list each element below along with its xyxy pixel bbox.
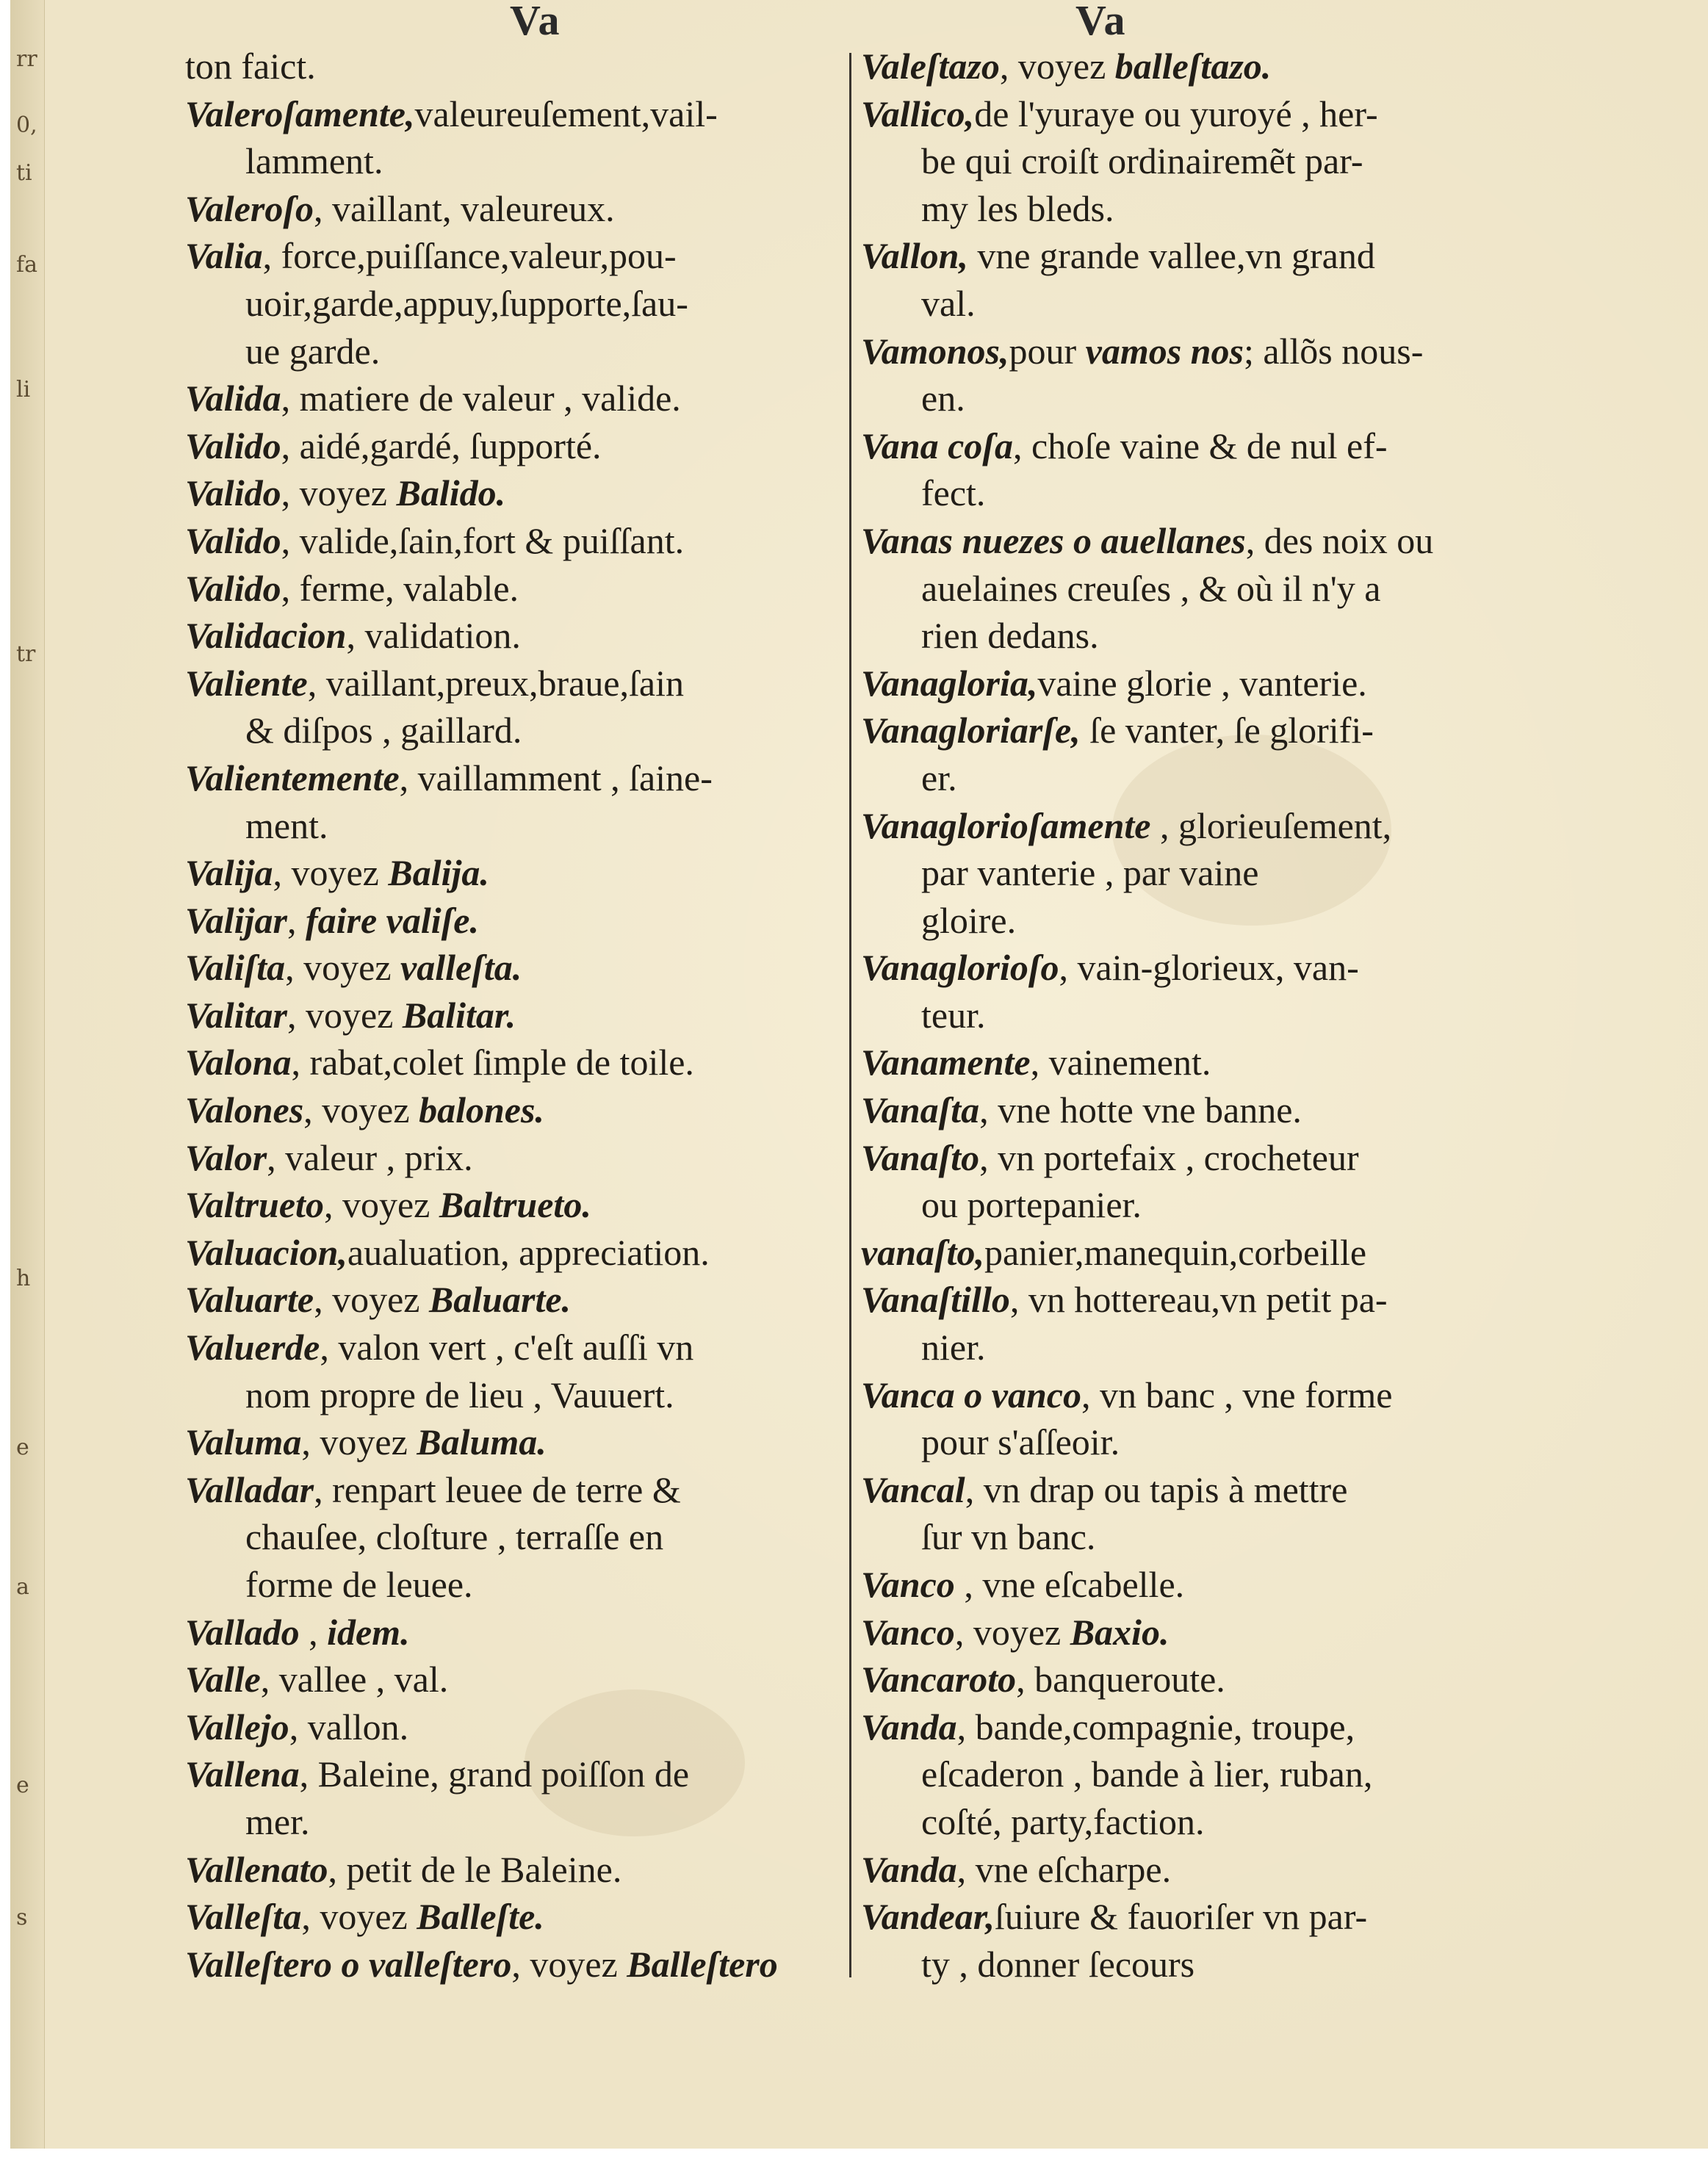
cross-reference: Baltrueto. <box>439 1184 591 1226</box>
headword: Valido <box>185 472 281 514</box>
definition-text: coſté, party,faction. <box>921 1800 1205 1842</box>
definition-text: , renpart leuee de terre & <box>314 1468 681 1510</box>
definition-text: mer. <box>245 1800 310 1842</box>
entry-continuation-line <box>185 707 839 754</box>
cross-reference: Baxio. <box>1070 1611 1170 1653</box>
definition-text: , vallon. <box>289 1706 409 1748</box>
definition-text: , voyez <box>511 1943 627 1985</box>
definition-text: , vn portefaix , crocheteur <box>979 1136 1359 1178</box>
dictionary-entry-line <box>185 1703 839 1751</box>
definition-text: auelaines creuſes , & où il n'y a <box>921 567 1381 609</box>
dictionary-entry-line <box>861 328 1507 375</box>
headword: Vandear, <box>861 1896 995 1938</box>
cross-reference: Balido. <box>396 472 506 514</box>
headword: Vancaroto <box>861 1659 1017 1700</box>
dictionary-entry-line <box>185 422 839 470</box>
dictionary-entry-line <box>861 1703 1507 1751</box>
dictionary-entry-line <box>185 1039 839 1086</box>
definition-text: , ferme, valable. <box>281 567 519 609</box>
dictionary-entry-line <box>185 185 839 233</box>
headword: Valleſtero o valleſtero <box>185 1943 512 1985</box>
cross-reference: Balija. <box>388 852 489 894</box>
headword: Vanaſta <box>861 1089 980 1131</box>
right-column <box>861 43 1507 1988</box>
headword: Valido <box>185 519 281 561</box>
dictionary-entry-line <box>185 1750 839 1798</box>
headword: Valiente <box>185 662 308 704</box>
definition-text: aualuation, appreciation. <box>347 1231 710 1273</box>
definition-text: nier. <box>921 1327 986 1368</box>
entry-continuation-line <box>185 1798 839 1846</box>
headword: Valido <box>185 425 281 466</box>
headword: Valijar <box>185 899 287 941</box>
dictionary-entry-line <box>185 90 839 138</box>
entry-continuation-line <box>861 992 1507 1039</box>
margin-mark: e <box>16 1435 29 1460</box>
definition-text: nom propre de lieu , Vauuert. <box>245 1374 674 1415</box>
dictionary-entry-line <box>185 1893 839 1941</box>
margin-mark: ti <box>16 160 32 186</box>
definition-text: , vaillant,preux,braue,ſain <box>307 662 684 704</box>
definition-text: , voyez <box>273 852 389 894</box>
entry-continuation-line <box>861 1941 1507 1988</box>
margin-mark: e <box>16 1772 29 1798</box>
definition-text: teur. <box>921 994 986 1036</box>
dictionary-entry-line <box>861 1561 1507 1609</box>
entry-continuation-line <box>185 137 839 185</box>
cross-reference: valleſta. <box>400 947 522 989</box>
entry-continuation-line <box>861 897 1507 945</box>
cross-reference: Baluarte. <box>428 1279 572 1321</box>
definition-text: ue garde. <box>245 330 381 372</box>
headword: Valitar <box>185 994 287 1036</box>
definition-text: , voyez <box>314 1279 429 1321</box>
dictionary-entry-line <box>861 517 1507 565</box>
dictionary-entry-line <box>861 1134 1507 1182</box>
cross-reference: vamos nos <box>1085 330 1244 372</box>
dictionary-entry-line <box>861 232 1507 280</box>
headword: Valones <box>185 1089 304 1131</box>
definition-text: panier,manequin,corbeille <box>984 1231 1367 1273</box>
definition-text: ſuiure & fauoriſer vn par- <box>995 1896 1368 1938</box>
definition-text: rien dedans. <box>921 615 1099 657</box>
margin-mark: s <box>16 1905 28 1930</box>
dictionary-entry-line <box>185 1656 839 1703</box>
definition-text: vaine glorie , vanterie. <box>1037 662 1367 704</box>
headword: Vanda <box>861 1848 957 1890</box>
dictionary-entry-line <box>861 1656 1507 1703</box>
definition-text: fect. <box>921 472 986 514</box>
definition-text: , voyez <box>323 1184 439 1226</box>
dictionary-entry-line <box>185 612 839 660</box>
dictionary-entry-line <box>185 849 839 897</box>
entry-continuation-line <box>861 1418 1507 1466</box>
definition-text: ment. <box>245 804 328 846</box>
headword: Vanaſto <box>861 1136 980 1178</box>
definition-text: , aidé,gardé, ſupporté. <box>281 425 602 466</box>
cross-reference: faire valiſe. <box>305 899 479 941</box>
entry-continuation-line <box>861 280 1507 328</box>
headword: Valia <box>185 235 263 277</box>
headword: vanaſto, <box>861 1231 985 1273</box>
definition-text: , voyez <box>999 46 1115 87</box>
headword: Valuarte <box>185 1279 314 1321</box>
definition-text: , vn drap ou tapis à mettre <box>965 1468 1348 1510</box>
definition-text: , voyez <box>281 472 397 514</box>
headword: Vallenato <box>185 1848 328 1890</box>
definition-text: , glorieuſement, <box>1150 804 1392 846</box>
margin-mark: tr <box>16 641 36 667</box>
dictionary-entry-line <box>861 944 1507 992</box>
definition-text: , Baleine, grand poiſſon de <box>299 1753 690 1795</box>
headword: Vanaſtillo <box>861 1279 1010 1321</box>
definition-text: , force,puiſſance,valeur,pou- <box>262 235 677 277</box>
entry-continuation-line <box>861 1324 1507 1371</box>
column-rule <box>849 53 851 1977</box>
headword: Valuma <box>185 1421 302 1463</box>
dictionary-entry-line <box>185 565 839 613</box>
headword: Vanagloriarſe, <box>861 710 1081 751</box>
definition-text: , voyez <box>301 1421 417 1463</box>
margin-mark: rr <box>16 46 37 72</box>
entry-continuation-line <box>185 280 839 328</box>
dictionary-entry-line <box>185 1466 839 1514</box>
headword: Vana coſa <box>861 425 1013 466</box>
dictionary-entry-line <box>185 1276 839 1324</box>
definition-text: , vne eſcabelle. <box>954 1564 1185 1605</box>
definition-text: , valon vert , c'eſt auſſi vn <box>320 1327 694 1368</box>
dictionary-entry-line <box>861 1229 1507 1277</box>
headword: Valor <box>185 1136 267 1178</box>
definition-text: vne grande vallee,vn grand <box>967 235 1375 277</box>
dictionary-entry-line <box>185 375 839 422</box>
headword: Vanca o vanco <box>861 1374 1081 1415</box>
definition-text: , des noix ou <box>1245 519 1434 561</box>
definition-text: ty , donner ſecours <box>921 1943 1195 1985</box>
headword: Valladar <box>185 1468 314 1510</box>
dictionary-entry-line <box>185 1324 839 1371</box>
definition-text: pour <box>1009 330 1086 372</box>
entry-continuation-line <box>185 1371 839 1419</box>
definition-text: val. <box>921 282 976 324</box>
definition-text: ſur vn banc. <box>921 1516 1096 1558</box>
definition-text: pour s'aſſeoir. <box>921 1421 1120 1463</box>
dictionary-entry-line <box>861 660 1507 707</box>
definition-text: , vainement. <box>1030 1042 1211 1083</box>
definition-text: , vallee , val. <box>260 1659 449 1700</box>
headword: Vallado <box>185 1611 300 1653</box>
entry-continuation-line <box>861 1181 1507 1229</box>
dictionary-entry-line <box>861 1371 1507 1419</box>
dictionary-entry-line <box>185 754 839 802</box>
headword: Vancal <box>861 1468 965 1510</box>
cross-reference: balones. <box>419 1089 544 1131</box>
entry-continuation-line <box>185 328 839 375</box>
headword: Vanco <box>861 1611 955 1653</box>
dictionary-entry-line <box>185 1846 839 1894</box>
running-header-left: Va <box>510 0 561 44</box>
definition-text: ton faict. <box>185 46 316 87</box>
dictionary-entry-line <box>861 1276 1507 1324</box>
headword: Valleſta <box>185 1896 302 1938</box>
dictionary-entry-line <box>185 897 839 945</box>
definition-text: , <box>287 899 306 941</box>
headword: Vanaglorioſo <box>861 947 1059 989</box>
headword: Vanamente <box>861 1042 1031 1083</box>
margin-mark: fa <box>16 252 37 278</box>
cross-reference: Balitar. <box>402 994 516 1036</box>
entry-continuation-line <box>861 185 1507 233</box>
headword: Valientemente <box>185 757 400 798</box>
definition-text: en. <box>921 378 965 419</box>
dictionary-entry-line <box>861 707 1507 754</box>
headword: Validacion <box>185 615 347 657</box>
headword: Vallon, <box>861 235 968 277</box>
cross-reference: Balleſte. <box>417 1896 544 1938</box>
entry-continuation-line <box>861 375 1507 422</box>
headword: Valuacion, <box>185 1231 347 1273</box>
dictionary-entry-line <box>861 43 1507 90</box>
dictionary-entry-line <box>861 1086 1507 1134</box>
headword: Vallena <box>185 1753 300 1795</box>
entry-continuation-line <box>185 1513 839 1561</box>
definition-text: ſe vanter, ſe glorifi- <box>1080 710 1374 751</box>
definition-text: lamment. <box>245 140 383 182</box>
definition-text: gloire. <box>921 899 1017 941</box>
entry-continuation-line <box>861 1513 1507 1561</box>
entry-continuation-line <box>861 612 1507 660</box>
definition-text: forme de leuee. <box>245 1564 473 1605</box>
definition-text: be qui croiſt ordinairemẽt par- <box>921 140 1363 182</box>
dictionary-entry-line <box>861 90 1507 138</box>
definition-text: , valeur , prix. <box>267 1136 473 1178</box>
definition-text: , matiere de valeur , valide. <box>281 378 681 419</box>
entry-continuation-line <box>185 1561 839 1609</box>
definition-text: chauſee, cloſture , terraſſe en <box>245 1516 664 1558</box>
headword: Vanco <box>861 1564 955 1605</box>
dictionary-entry-line <box>185 43 839 90</box>
dictionary-entry-line <box>185 232 839 280</box>
dictionary-entry-line <box>185 1418 839 1466</box>
definition-text: , vaillamment , ſaine- <box>399 757 713 798</box>
cross-reference: idem. <box>327 1611 410 1653</box>
dictionary-entry-line <box>185 1181 839 1229</box>
definition-text: , vaillant, valeureux. <box>314 187 615 229</box>
margin-mark: 0, <box>16 112 37 138</box>
definition-text: par vanterie , par vaine <box>921 852 1259 894</box>
headword: Valle <box>185 1659 261 1700</box>
headword: Vamonos, <box>861 330 1009 372</box>
definition-text: , vn banc , vne forme <box>1081 1374 1393 1415</box>
definition-text: ou portepanier. <box>921 1184 1142 1226</box>
dictionary-entry-line <box>185 992 839 1039</box>
dictionary-entry-line <box>861 1893 1507 1941</box>
entry-continuation-line <box>185 802 839 850</box>
dictionary-entry-line <box>185 1941 839 1988</box>
dictionary-entry-line <box>861 1846 1507 1894</box>
definition-text: , vain-glorieux, van- <box>1059 947 1359 989</box>
definition-text: , voyez <box>285 947 401 989</box>
dictionary-entry-line <box>185 517 839 565</box>
definition-text: , voyez <box>301 1896 417 1938</box>
headword: Valtrueto <box>185 1184 324 1226</box>
definition-text: , choſe vaine & de nul ef- <box>1012 425 1388 466</box>
left-column <box>185 43 839 1988</box>
dictionary-entry-line <box>185 1134 839 1182</box>
running-header-right: Va <box>1075 0 1127 44</box>
dictionary-entry-line <box>185 1086 839 1134</box>
dictionary-entry-line <box>185 660 839 707</box>
definition-text: de l'yuraye ou yuroyé , her- <box>974 93 1378 134</box>
dictionary-entry-line <box>861 1466 1507 1514</box>
margin-mark: li <box>16 377 31 403</box>
headword: Vallico, <box>861 93 975 134</box>
dictionary-entry-line <box>861 1039 1507 1086</box>
dictionary-entry-line <box>861 1609 1507 1656</box>
definition-text: , bande,compagnie, troupe, <box>956 1706 1355 1748</box>
headword: Vanas nuezes o auellanes <box>861 519 1246 561</box>
dictionary-entry-line <box>185 469 839 517</box>
dictionary-entry-line <box>861 802 1507 850</box>
headword: Valeroſo <box>185 187 314 229</box>
dictionary-entry-line <box>185 944 839 992</box>
definition-text: , voyez <box>954 1611 1070 1653</box>
headword: Vallejo <box>185 1706 289 1748</box>
definition-text: ; allõs nous- <box>1243 330 1424 372</box>
cross-reference: Balleſtero <box>627 1943 778 1985</box>
definition-text: eſcaderon , bande à lier, ruban, <box>921 1753 1373 1795</box>
entry-continuation-line <box>861 849 1507 897</box>
headword: Valida <box>185 378 281 419</box>
definition-text: , valide,ſain,fort & puiſſant. <box>281 519 685 561</box>
headword: Valija <box>185 852 273 894</box>
cross-reference: Baluma. <box>417 1421 547 1463</box>
cross-reference: balleſtazo. <box>1114 46 1272 87</box>
definition-text: , voyez <box>303 1089 419 1131</box>
headword: Vanaglorioſamente <box>861 804 1151 846</box>
definition-text: , vne eſcharpe. <box>956 1848 1172 1890</box>
entry-continuation-line <box>861 1750 1507 1798</box>
definition-text: , vne hotte vne banne. <box>979 1089 1302 1131</box>
headword: Vanagloria, <box>861 662 1038 704</box>
entry-continuation-line <box>861 565 1507 613</box>
entry-continuation-line <box>861 754 1507 802</box>
entry-continuation-line <box>861 137 1507 185</box>
headword: Valiſta <box>185 947 286 989</box>
headword: Valido <box>185 567 281 609</box>
definition-text: , banqueroute. <box>1016 1659 1225 1700</box>
headword: Valuerde <box>185 1327 320 1368</box>
previous-page-edge <box>10 0 45 2149</box>
headword: Valona <box>185 1042 292 1083</box>
definition-text: valeureuſement,vail- <box>414 93 718 134</box>
definition-text: , validation. <box>346 615 521 657</box>
definition-text: & diſpos , gaillard. <box>245 710 522 751</box>
definition-text: uoir,garde,appuy,ſupporte,ſau- <box>245 282 688 324</box>
headword: Valeroſamente, <box>185 93 415 134</box>
entry-continuation-line <box>861 1798 1507 1846</box>
definition-text: , rabat,colet ſimple de toile. <box>291 1042 694 1083</box>
dictionary-entry-line <box>185 1609 839 1656</box>
headword: Valeſtazo <box>861 46 1000 87</box>
margin-mark: h <box>16 1266 31 1291</box>
headword: Vanda <box>861 1706 957 1748</box>
definition-text: , petit de le Baleine. <box>328 1848 622 1890</box>
definition-text: my les bleds. <box>921 187 1114 229</box>
definition-text: er. <box>921 757 957 798</box>
definition-text: , vn hottereau,vn petit pa- <box>1009 1279 1388 1321</box>
margin-mark: a <box>16 1574 29 1600</box>
definition-text: , <box>299 1611 328 1653</box>
definition-text: , voyez <box>287 994 403 1036</box>
book-page <box>10 0 1708 2149</box>
entry-continuation-line <box>861 469 1507 517</box>
dictionary-entry-line <box>185 1229 839 1277</box>
dictionary-entry-line <box>861 422 1507 470</box>
